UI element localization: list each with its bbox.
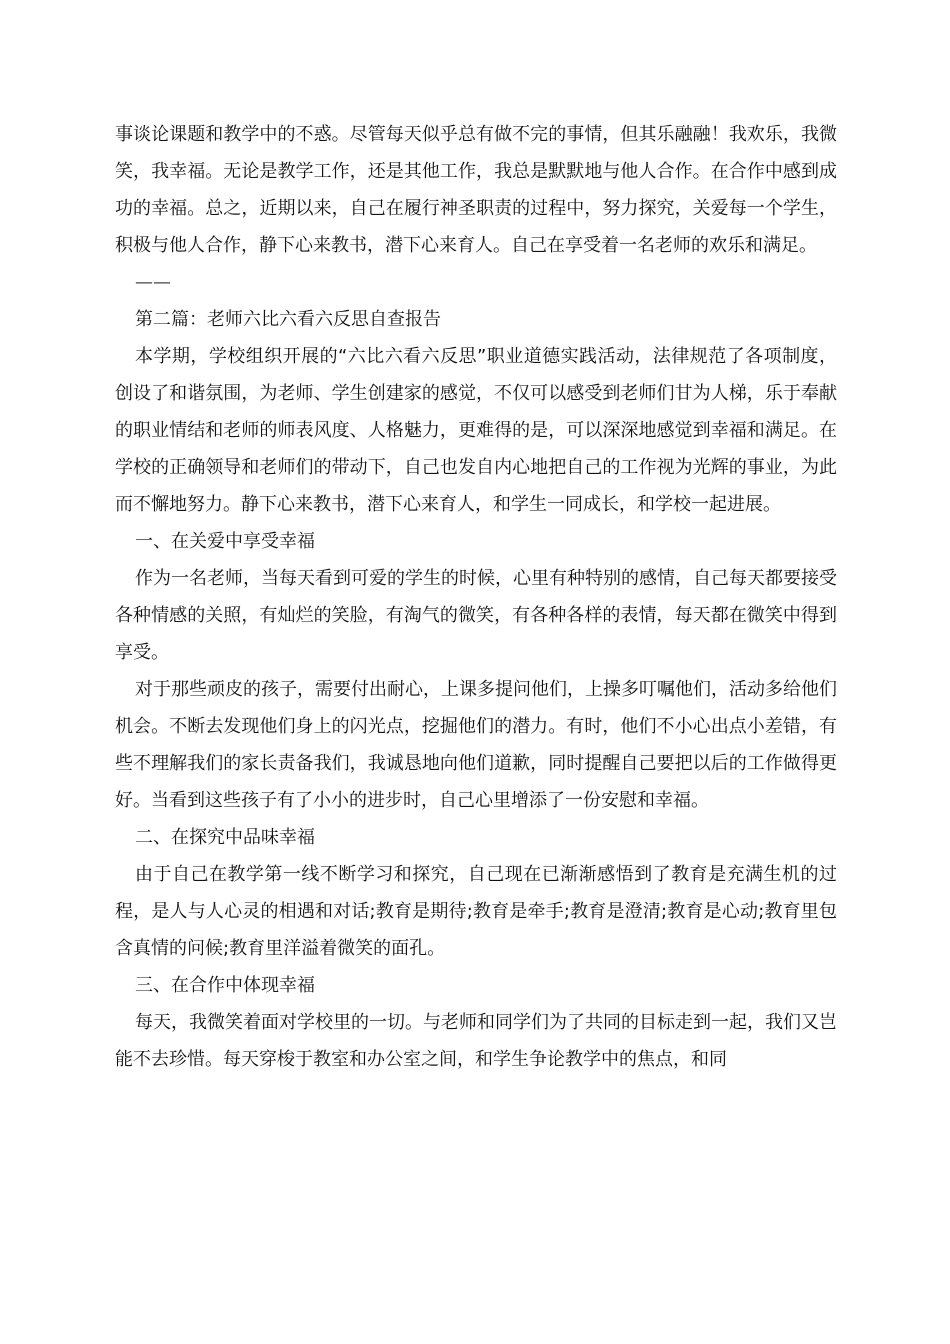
paragraph-4: 由于自己在教学第一线不断学习和探究，自己现在已渐渐感悟到了教育是充满生机的过程，是人与人心灵的相遇和对话;教育是期待;教育是牵手;教育是澄清;教育是心动;教育里包含真情的问候;教育里洋溢着微笑的面孔。 (115, 864, 837, 959)
section-heading-3: 三、在合作中体现幸福 (135, 975, 315, 996)
paragraph-1: 本学期，学校组织开展的“六比六看六反思”职业道德实践活动，法律规范了各项制度，创设了和谐氛围，为老师、学生创建家的感觉，不仅可以感受到老师们甘为人梯，乐于奉献的职业情结和老师的师表风度、人格魅力，更难得的是，可以深深地感觉到幸福和满足。在学校的正确领导和老师们的带动下，自己也发自内心地把自己的工作视为光辉的事业，为此而不懈地努力。静下心来教书，潜下心来育人，和学生一同成长，和学校一起进展。 (115, 346, 837, 515)
intro-paragraph: 事谈论课题和教学中的不惑。尽管每天似乎总有做不完的事情，但其乐融融！我欢乐，我微笑，我幸福。无论是教学工作，还是其他工作，我总是默默地与他人合作。在合作中感到成功的幸福。总之，近期以来，自己在履行神圣职责的过程中，努力探究，关爱每一个学生，积极与他人合作，静下心来教书，潜下心来育人。自己在享受着一名老师的欢乐和满足。 (115, 124, 837, 256)
section-heading-1: 一、在关爱中享受幸福 (135, 531, 315, 552)
paragraph-5: 每天，我微笑着面对学校里的一切。与老师和同学们为了共同的目标走到一起，我们又岂能不去珍惜。每天穿梭于教室和办公室之间，和学生争论教学中的焦点，和同 (115, 1012, 837, 1070)
document-page (115, 116, 837, 1078)
section-separator: —— (135, 272, 171, 293)
section-heading-2: 二、在探究中品味幸福 (135, 827, 315, 848)
paragraph-2: 作为一名老师，当每天看到可爱的学生的时候，心里有种特别的感情，自己每天都要接受各种情感的关照，有灿烂的笑脸，有淘气的微笑，有各种各样的表情，每天都在微笑中得到享受。 (115, 568, 837, 663)
chapter-title: 第二篇：老师六比六看六反思自查报告 (135, 309, 441, 330)
paragraph-3: 对于那些顽皮的孩子，需要付出耐心，上课多提问他们，上操多叮嘱他们，活动多给他们机会。不断去发现他们身上的闪光点，挖掘他们的潜力。有时，他们不小心出点小差错，有些不理解我们的家长责备我们，我诚恳地向他们道歉，同时提醒自己要把以后的工作做得更好。当看到这些孩子有了小小的进步时，自己心里增添了一份安慰和幸福。 (115, 679, 837, 811)
